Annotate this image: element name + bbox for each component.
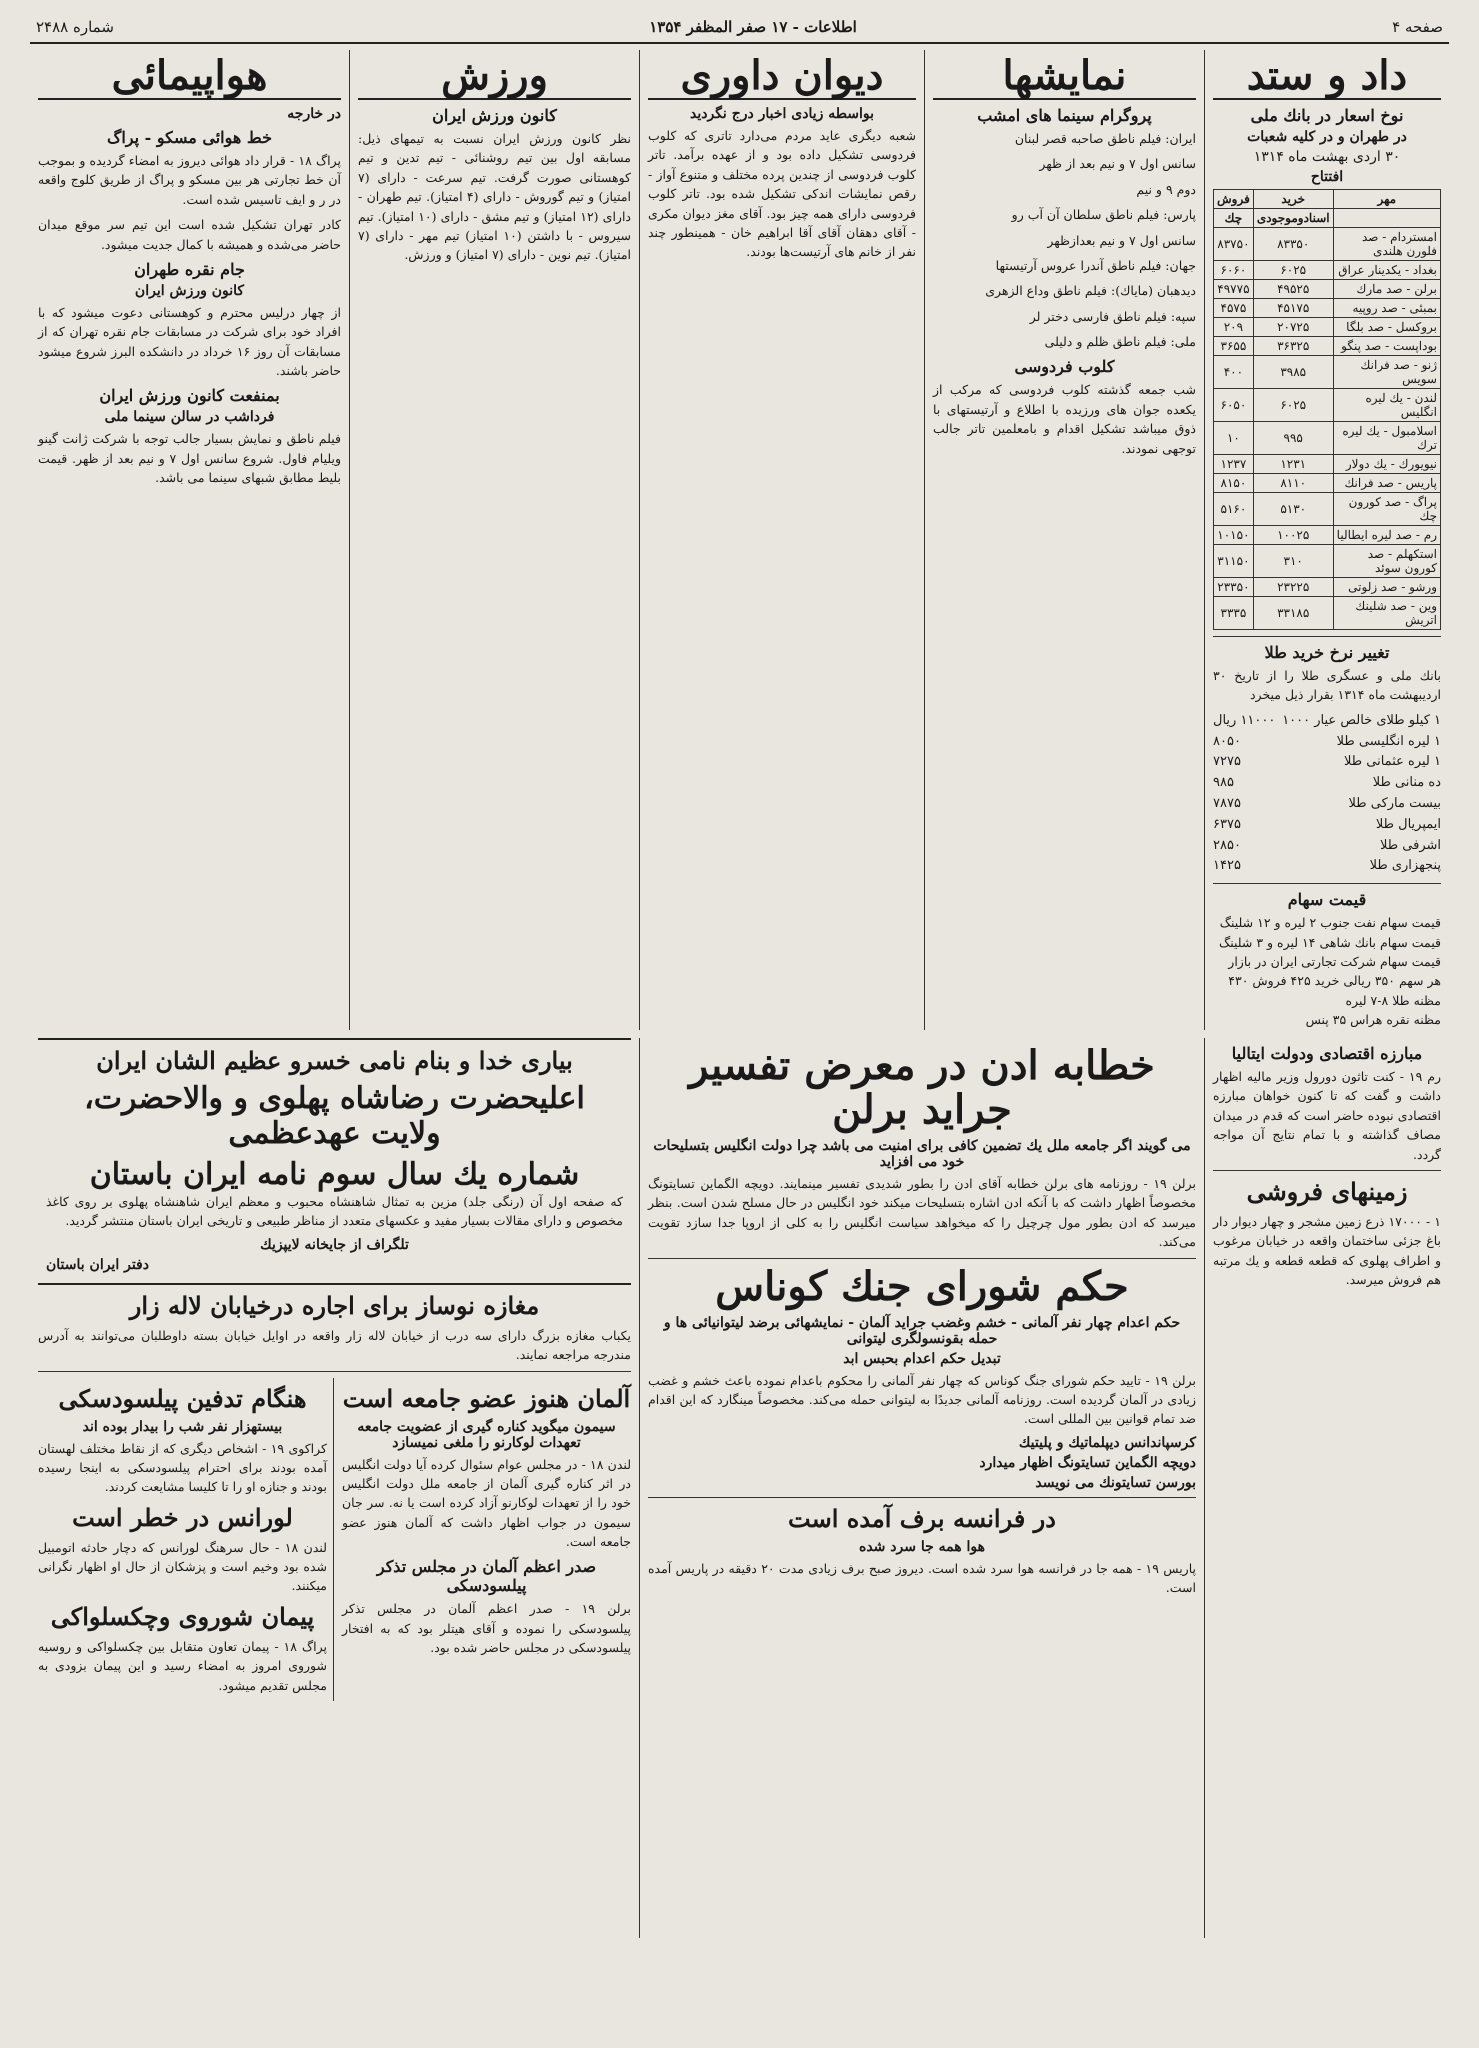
- sell-rate: ۶۰۶۰: [1214, 261, 1254, 280]
- sell-rate: ۴۵۷۵: [1214, 299, 1254, 318]
- buy-rate: ۶۰۲۵: [1253, 389, 1333, 422]
- benefit-text: فیلم ناطق و نمایش بسیار جالب توجه با شرکت ژانت گینو ویلیام فاول. شروع سانس اول ۷ و نیم بعد از ظهر. قیمت بلیط مطابق شبهای سینما می باشد.: [38, 431, 342, 486]
- buy-rate: ۳۹۸۵: [1253, 356, 1333, 389]
- econ-title: مبارزه اقتصادی ودولت ایتالیا: [1231, 1044, 1423, 1063]
- sell-rate: ۸۳۷۵۰: [1214, 228, 1254, 261]
- banner-footer: دفتر ایران باستان: [46, 1256, 149, 1273]
- list-item: [1213, 836, 1441, 857]
- currency-name: امستردام - صد فلورن هلندی: [1333, 228, 1440, 261]
- econ-text: رم ۱۹ - کنت تاثون دورول وزیر مالیه اظهار داشت و گفت که تا کنون خواهان مبارزه اقتصادی نبوده حاضر است که قدم در میدان مصاف گذاشته و با تمام نتایج آن مواجه گردد.: [1213, 1069, 1441, 1162]
- gold-item-name: اشرفی طلا: [1380, 837, 1441, 853]
- rates-subtitle-2: در طهران و در کلیه شعبات: [1247, 129, 1407, 145]
- currency-name: نیویورك - یك دولار: [1333, 455, 1440, 474]
- rates-subheader-docs: اسنادوموجودی: [1253, 209, 1333, 228]
- kaunas-title: حکم شورای جنك كوناس: [715, 1262, 1129, 1310]
- sell-rate: ۳۳۳۵: [1214, 597, 1254, 630]
- rates-opening: افتتاح: [1310, 169, 1344, 185]
- court-title: دیوان داوری: [648, 54, 916, 100]
- currency-name: پراگ - صد کورون چك: [1333, 493, 1440, 526]
- cinema-item: ملی: فیلم ناطق ظلم و دلیلی: [1044, 334, 1196, 349]
- cinema-item: پارس: فیلم ناطق سلطان آن آب رو: [1011, 207, 1196, 223]
- aviation-title: هواپیمائی: [38, 54, 341, 100]
- aviation-text-2: کادر تهران تشکیل شده است این تیم سر موقع میدان حاضر می‌شده و همیشه با کمال جدیت میشود.: [38, 217, 341, 252]
- list-item: [1213, 752, 1441, 773]
- shop-text: یکباب مغازه بزرگ دارای سه درب از خیابان لاله زار واقعه در اوایل خیابان بسته داوطلبان می‌توانند به آدرس مندرجه مراجعه نمایند.: [38, 1327, 631, 1363]
- share-item: قیمت سهام شرکت تجارتی ایران در بازار: [1228, 953, 1441, 969]
- sport-text: نظر کانون ورزش ایران نسبت به تیمهای ذیل: مسابقه اول بین تیم روشنائی - تیم تدین و تیم کوهستانی صورت گرفت. تیم سرعت - دارای (۷ امتیاز) و تیم گوروش - دارای (۴ امتیاز). تیم طهران - دارای (۱۲ امتیاز) و تیم مشق - دارای (۱۰ امتیاز). تیم سیروس - با داشتن (۱۰ امتیاز) تیم مهر - دارای (۷ امتیاز). تیم نوین - دارای (۷ امتیاز) و ورزش.: [358, 131, 631, 263]
- table-row: [1214, 299, 1441, 318]
- silver-cup-subtitle: کانون ورزش ایران: [134, 282, 245, 299]
- sell-rate: ۱۲۳۷: [1214, 455, 1254, 474]
- cinema-item: جهان: فیلم ناطق آندرا عروس آرتیستها: [995, 257, 1196, 273]
- sell-rate: ۲۳۳۵۰: [1214, 578, 1254, 597]
- shares-list: [1213, 913, 1441, 1029]
- cinema-item: ایران: فیلم ناطق صاحبه قصر لبنان: [1014, 131, 1196, 146]
- rates-header-sell: فروش: [1214, 190, 1254, 209]
- table-row: [1214, 280, 1441, 299]
- pilsudski-text: کراکوی ۱۹ - اشخاص دیگری که از نقاط مختلف لهستان آمده بودند برای احترام پیلسودسکی به اینجا رسیده بودند و جنازه او را تا کلیسا مشایعت کردند.: [38, 1440, 327, 1495]
- soviet-czech-title: پیمان شوروی وچکسلواکی: [50, 1601, 315, 1631]
- gold-item-name: ۱ کیلو طلای خالص عیار ۱۰۰۰: [1282, 712, 1441, 728]
- currency-name: رم - صد لیره ایطالیا: [1333, 526, 1440, 545]
- cinema-item: سانس اول ۷ و نیم بعد از ظهر: [1039, 156, 1196, 172]
- list-item: [1213, 815, 1441, 836]
- eden-subtitle: می گویند اگر جامعه ملل یك تضمین كافی برای امنیت می باشد چرا دولت انگلیس بتسلیحات خود می افزاید: [653, 1138, 1191, 1170]
- masthead-date: اطلاعات - ۱۷ صفر المظفر ۱۳۵۴: [649, 18, 857, 36]
- rates-subtitle: نوخ اسعار در بانك ملی: [1250, 106, 1404, 125]
- column-dadostad: [1204, 50, 1449, 1030]
- buy-rate: ۲۰۷۲۵: [1253, 318, 1333, 337]
- gold-price-list: [1213, 711, 1441, 877]
- snow-subtitle: هوا همه جا سرد شده: [858, 1538, 985, 1555]
- rates-date: ۳۰ اردی بهشت ماه ۱۳۱۴: [1253, 149, 1401, 165]
- buy-rate: ۳۱۰: [1253, 545, 1333, 578]
- table-row: [1214, 526, 1441, 545]
- list-item: [1213, 732, 1441, 753]
- gold-item-price: ۶۳۷۵: [1213, 816, 1241, 832]
- banner-text: که صفحه اول آن (رنگی جلد) مزین به تمثال شاهنشاه محبوب و معظم ایران شاهنشاه پهلوی بر روی کاغذ مخصوص و دارای مقالات بسیار مفید و عکسهای متعدد از مناظر طبیعی و تاریخی ایران باستان منتشر گردید.: [46, 1194, 623, 1229]
- cinema-item: دیدهبان (مایاك): فیلم ناطق وداع الزهری: [985, 283, 1196, 299]
- table-row: [1214, 337, 1441, 356]
- table-row: [1214, 493, 1441, 526]
- silver-cup-title: جام نقره طهران: [134, 259, 245, 279]
- gold-item-price: ۷۸۷۵: [1213, 795, 1241, 811]
- gold-intro: بانك ملی و عسگری طلا را از تاریخ ۳۰ اردیبهشت ماه ۱۳۱۴ بقرار ذیل میخرد: [1213, 668, 1441, 703]
- table-row: [1214, 261, 1441, 280]
- currency-name: بروکسل - صد بلگا: [1333, 318, 1440, 337]
- list-item: [1213, 773, 1441, 794]
- gold-item-price: ۱۱۰۰۰ ریال: [1213, 712, 1276, 728]
- column-economy: [1204, 1038, 1449, 1938]
- column-aviation: [30, 50, 349, 1030]
- upper-columns: [30, 50, 1449, 1030]
- benefit-subtitle: فرداشب در سالن سینما ملی: [104, 409, 275, 426]
- currency-name: وین - صد شلینك اتریش: [1333, 597, 1440, 630]
- buy-rate: ۴۹۵۲۵: [1253, 280, 1333, 299]
- buy-rate: ۴۵۱۷۵: [1253, 299, 1333, 318]
- gold-item-name: ۱ لیره انگلیسی طلا: [1336, 733, 1441, 749]
- gold-item-name: پنجهزاری طلا: [1369, 858, 1441, 874]
- gold-title: تغییر نرخ خرید طلا: [1264, 643, 1390, 662]
- banner-line-1: بیاری خدا و بنام نامی خسرو عظیم الشان ایران: [96, 1046, 573, 1075]
- gold-item-name: ایمپریال طلا: [1375, 816, 1441, 832]
- aviation-sub-abroad: در خارجه: [287, 106, 341, 122]
- sell-rate: ۳۶۵۵: [1214, 337, 1254, 356]
- table-row: [1214, 578, 1441, 597]
- buy-rate: ۳۳۱۸۵: [1253, 597, 1333, 630]
- sell-rate: ۳۱۱۵۰: [1214, 545, 1254, 578]
- chancellor-title: صدر اعظم آلمان در مجلس تذکر پیلسودسکی: [376, 1557, 597, 1596]
- cinema-item: دوم ۹ و نیم: [1136, 181, 1196, 197]
- chancellor-text: برلن ۱۹ - صدر اعظم آلمان در مجلس تذکر پیلسودسکی را نموده و آقای هیتلر بود که به افتخار پیلسودسکی در مجلس حاضر شده بود.: [342, 1601, 631, 1656]
- pilsudski-subtitle: بیستهزار نفر شب را بیدار بوده اند: [82, 1418, 283, 1435]
- rates-header-buy: خرید: [1253, 190, 1333, 209]
- banner-subhead: تلگراف از جایخانه لایپزیك: [260, 1236, 409, 1253]
- list-item: [1213, 856, 1441, 877]
- cinema-program-list: [933, 129, 1196, 351]
- gold-item-price: ۱۴۲۵: [1213, 858, 1241, 874]
- table-row: [1214, 228, 1441, 261]
- currency-name: پاریس - صد فرانك: [1333, 474, 1440, 493]
- iran-bastan-banner: [38, 1038, 631, 1285]
- kaunas-sub-3: دویچه الگماین تسایتونگ اظهار میدارد: [979, 1454, 1196, 1471]
- rates-subheader-check: چك: [1214, 209, 1254, 228]
- sell-rate: ۸۱۵۰: [1214, 474, 1254, 493]
- sport-title: ورزش: [358, 54, 631, 100]
- buy-rate: ۸۳۳۵۰: [1253, 228, 1333, 261]
- currency-name: ورشو - صد زلوتی: [1333, 578, 1440, 597]
- cinema-item: سپه: فیلم ناطق فارسی دختر لر: [1029, 308, 1196, 324]
- buy-rate: ۳۶۳۲۵: [1253, 337, 1333, 356]
- shows-title: نمایشها: [933, 54, 1196, 100]
- benefit-title: بمنفعت کانون ورزش ایران: [99, 386, 280, 406]
- dadostad-title: داد و ستد: [1213, 54, 1441, 100]
- sport-subtitle: کانون ورزش ایران: [432, 106, 557, 125]
- gold-item-price: ۲۸۵۰: [1213, 837, 1241, 853]
- pilsudski-title: هنگام تدفین پیلسودسکی: [58, 1383, 307, 1413]
- germany-text: لندن ۱۸ - در مجلس عوام سئوال کرده آیا دولت انگلیس در اثر کناره گیری آلمان از جامعه ملل دولت انگلیس خود را از تعهدات لوکارنو آزاد کرده است یا نه. سر جان سیمون در جواب اظهار داشت که آلمان هنوز عضو جامعه است.: [342, 1456, 631, 1549]
- table-row: [1214, 545, 1441, 578]
- gold-item-price: ۸۰۵۰: [1213, 733, 1241, 749]
- currency-name: بغداد - یکدینار عراق: [1333, 261, 1440, 280]
- eden-text: برلن ۱۹ - روزنامه های برلن خطابه آقای ادن را بطور شدیدی تفسیر مینمایند. دویچه الگماین تسایتونگ مخصوصاً اظهار داشت که با آنکه ادن اشاره بتسلیحات میکند خود انگلیس در حال مسلح شدن است. بنظر میرسد که ادن بطور مول چرچیل را که میخواهد سیاست انگلیس را به کلی از اروپا جدا سازد تقویت می‌کند.: [648, 1176, 1196, 1250]
- soviet-czech-text: پراگ ۱۸ - پیمان تعاون متقابل بین چکسلواکی و روسیه شوروی امروز به امضاء رسید و این پیمان بزودی به مجلس تقدیم میشود.: [38, 1638, 327, 1693]
- buy-rate: ۲۳۲۲۵: [1253, 578, 1333, 597]
- kaunas-subtitle: حکم اعدام چهار نفر آلمانی - خشم وغضب جراید آلمان - نمایشهائی برضد لیتوانیائی ها و حمله بقونسولگری لیتوانی: [663, 1314, 1181, 1347]
- sell-rate: ۴۰۰: [1214, 356, 1254, 389]
- currency-name: ژنو - صد فرانك سویس: [1333, 356, 1440, 389]
- pilsudski-article: [38, 1378, 334, 1701]
- kaunas-sub-5: تبدیل حکم اعدام بحبس ابد: [843, 1350, 1001, 1367]
- court-text: شعبه دیگری عاید مردم می‌دارد تاتری که کلوب فردوسی تشکیل داده بود و از عهده برآمد. تاتر کلوب فردوسی از چندین پرده مختلف و متنوع آواز - رقص نمایشات اندکی تشکیل شده بود. تاتر کلوب فردوسی دارای همه چیز بود. آقای مغز دیوان مکری - آقای دهقان آقای آقا ابراهیم خان - همینطور چند نفر از خانم های آرتیست‌ها بودند.: [648, 128, 916, 260]
- banner-line-2: اعلیحضرت رضاشاه پهلوی و والاحضرت، ولایت عهدعظمی: [84, 1081, 585, 1151]
- share-item: قیمت سهام نفت جنوب ۲ لیره و ۱۲ شلینگ: [1219, 915, 1441, 931]
- aviation-line-title: خط هوائی مسکو - پراگ: [107, 128, 272, 147]
- gold-item-name: ده منانی طلا: [1372, 775, 1441, 791]
- currency-name: استکهلم - صد کورون سوئد: [1333, 545, 1440, 578]
- column-court: [639, 50, 924, 1030]
- column-left-lower: [30, 1038, 639, 1938]
- table-row: [1214, 597, 1441, 630]
- rates-header-name: مهر: [1333, 190, 1440, 209]
- buy-rate: ۹۹۵: [1253, 422, 1333, 455]
- currency-name: اسلامبول - یك لیره ترك: [1333, 422, 1440, 455]
- court-subtitle: بواسطه زیادی اخبار درج نگردید: [689, 106, 874, 122]
- snow-text: پاریس ۱۹ - همه جا در فرانسه هوا سرد شده است. دیروز صبح برف زیادی مدت ۲۰ دقیقه در پاریس آمده است.: [648, 1560, 1196, 1595]
- masthead: [30, 14, 1449, 44]
- buy-rate: ۱۲۳۱: [1253, 455, 1333, 474]
- sell-rate: ۶۰۵۰: [1214, 389, 1254, 422]
- exchange-rates-table: [1213, 189, 1441, 630]
- shares-title: قیمت سهام: [1287, 890, 1367, 910]
- sell-rate: ۵۱۶۰: [1214, 493, 1254, 526]
- germany-title: آلمان هنوز عضو جامعه است: [342, 1383, 631, 1413]
- currency-name: بوداپست - صد پنگو: [1333, 337, 1440, 356]
- banner-line-3: شماره یك سال سوم نامه ایران باستان: [89, 1157, 580, 1192]
- land-text: ۱ - ۱۷۰۰۰ ذرع زمین مشجر و چهار دیوار دار باغ جزئی ساختمان واقعه در خیابان مرغوب و اطراف پهلوی که قطعه قطعه و یك مرتبه هم فروش میرسد.: [1213, 1213, 1442, 1287]
- column-sport: [349, 50, 639, 1030]
- share-item: مظنه طلا ۸-۷ لیره: [1345, 992, 1441, 1008]
- buy-rate: ۵۱۳۰: [1253, 493, 1333, 526]
- share-item: قیمت سهام بانك شاهی ۱۴ لیره و ۳ شلینگ: [1219, 934, 1441, 950]
- column-news: [639, 1038, 1204, 1938]
- shop-title: مغازه نوساز برای اجاره درخیابان لاله زار: [129, 1290, 540, 1320]
- shows-subtitle: پروگرام سینما های امشب: [977, 106, 1152, 125]
- silver-cup-text: از چهار درلیس محترم و کوهستانی دعوت میشود که با افراد خود برای شرکت در مسابقات جام نقره تهران که از مسابقات آن روز ۱۶ خرداد در دانشکده البرز شروع میشود حاضر باشند.: [38, 304, 341, 378]
- table-row: [1214, 474, 1441, 493]
- sell-rate: ۴۹۷۷۵: [1214, 280, 1254, 299]
- aviation-text-1: پراگ ۱۸ - قرار داد هوائی دیروز به امضاء گردیده و بموجب آن خط تجارتی هر بین مسکو و پراگ از طریق کلوج واقعه در ر و ایف تاسیس شده است.: [38, 153, 341, 207]
- list-item: [1213, 794, 1441, 815]
- gold-item-name: ۱ لیره عثمانی طلا: [1344, 754, 1441, 770]
- sell-rate: ۲۰۹: [1214, 318, 1254, 337]
- page-number: صفحه ۴: [1392, 18, 1443, 36]
- club-text: شب جمعه گذشته کلوب فردوسی که مرکب از یکعده جوان های ورزیده با اطلاع و آرتیستهای با ذوق میباشد تشکیل اقدام و بامعلمین تاتر جالب توجهی نمودند.: [933, 382, 1196, 456]
- lawrence-title: لورانس در خطر است: [72, 1502, 293, 1532]
- buy-rate: ۸۱۱۰: [1253, 474, 1333, 493]
- table-row: [1214, 422, 1441, 455]
- buy-rate: ۱۰۰۲۵: [1253, 526, 1333, 545]
- share-item: هر سهم ۳۵۰ ریالی خرید ۴۲۵ فروش ۴۳۰: [1228, 973, 1441, 989]
- lower-section: [30, 1038, 1449, 1938]
- currency-name: لندن - یك لیره انگلیس: [1333, 389, 1440, 422]
- club-title: کلوب فردوسی: [1014, 357, 1115, 377]
- issue-number: شماره ۲۴۸۸: [36, 18, 114, 36]
- gold-item-price: ۷۲۷۵: [1213, 754, 1241, 770]
- table-row: [1214, 318, 1441, 337]
- currency-name: برلن - صد مارك: [1333, 280, 1440, 299]
- share-item: مظنه نقره هراس ۳۵ پنس: [1305, 1012, 1441, 1027]
- gold-item-name: بیست مارکی طلا: [1348, 795, 1441, 811]
- germany-article: [342, 1378, 631, 1701]
- lawrence-text: لندن ۱۸ - حال سرهنگ لورانس که دچار حادثه اتومبیل شده بود وخیم است و پزشکان از حال او اظهار نگرانی میکنند.: [38, 1539, 327, 1594]
- germany-subtitle: سیمون میگوید کناره گیری از عضویت جامعه تعهدات لوکارنو را ملغی نمیسازد: [357, 1418, 616, 1451]
- table-row: [1214, 455, 1441, 474]
- currency-name: بمبئی - صد روپیه: [1333, 299, 1440, 318]
- land-title: زمینهای فروشی: [1246, 1176, 1408, 1206]
- kaunas-sub-4: بورسن تسایتونك می نویسد: [1035, 1474, 1196, 1491]
- table-row: [1214, 356, 1441, 389]
- cinema-item: سانس اول ۷ و نیم بعدازظهر: [1047, 232, 1196, 248]
- table-row: [1214, 389, 1441, 422]
- kaunas-text: برلن ۱۹ - تایید حکم شورای جنگ کوناس که چهار نفر آلمانی را محکوم باعدام نموده باعث خشم و غضب زیادی در آلمان گردیده است. روزنامه آلمانی جدیدًا به لیتوانی حمله می‌کند. مخصوصاً مینگارد که این اقدام ضد تمام قوانین بین المللی است.: [648, 1372, 1196, 1427]
- list-item: [1213, 711, 1441, 732]
- sell-rate: ۱۰۱۵۰: [1214, 526, 1254, 545]
- column-shows: [924, 50, 1204, 1030]
- gold-item-price: ۹۸۵: [1213, 775, 1234, 791]
- sell-rate: ۱۰: [1214, 422, 1254, 455]
- buy-rate: ۶۰۲۵: [1253, 261, 1333, 280]
- kaunas-sub-2: کرسپاندانس دیپلماتیك و پلیتیك: [1018, 1434, 1196, 1451]
- snow-title: در فرانسه برف آمده است: [788, 1503, 1056, 1533]
- eden-title: خطابه ادن در معرض تفسیر جراید برلن: [689, 1042, 1155, 1133]
